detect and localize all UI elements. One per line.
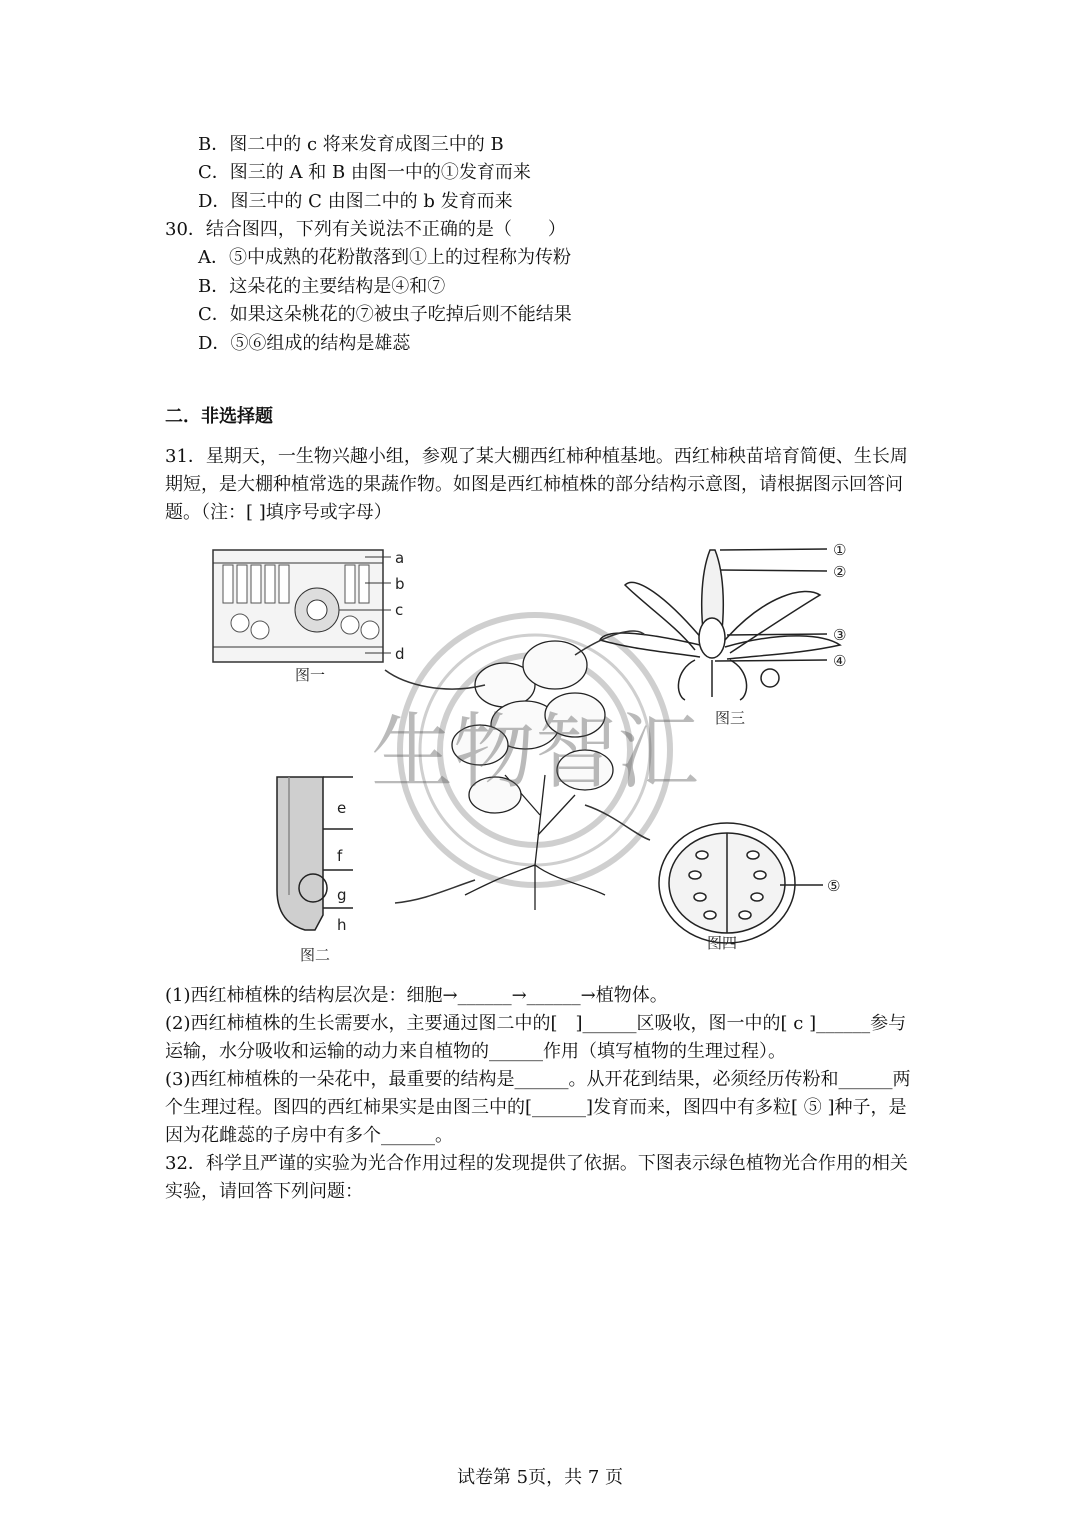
root-label-f: f (337, 847, 343, 865)
q31-stem: 31．星期天，一生物兴趣小组，参观了某大棚西红柿种植基地。西红柿秧苗培育简便、生长周期短，是大棚种植常选的果蔬作物。如图是西红柿植株的部分结构示意图，请根据图示回答问题。（注：[ ]填序号或字母） (165, 446, 908, 523)
q30-option-b: B．这朵花的主要结构是④和⑦ (198, 276, 446, 297)
flower-label-1: ① (833, 541, 847, 559)
watermark-text: 生物智汇 (370, 705, 700, 800)
fruit-label-5: ⑤ (827, 877, 841, 895)
q31-sub1: (1)西红柿植株的结构层次是：细胞→______→______→植物体。 (165, 985, 668, 1006)
q29-option-d: D．图三中的 C 由图二中的 b 发育而来 (198, 191, 513, 212)
leaf-caption: 图一 (295, 666, 326, 684)
leaf-label-c: c (395, 601, 404, 619)
root-label-h: h (337, 916, 347, 934)
flower-label-2: ② (833, 563, 847, 581)
tomato-fruit-section-diagram (659, 823, 823, 943)
q32-stem: 32．科学且严谨的实验为光合作用过程的发现提供了依据。下图表示绿色植物光合作用的相关实验，请回答下列问题： (165, 1153, 908, 1202)
section-title: 二．非选择题 (165, 406, 273, 427)
root-caption: 图二 (300, 946, 331, 964)
leaf-label-a: a (395, 549, 405, 567)
q29-option-c: C．图三的 A 和 B 由图一中的①发育而来 (198, 162, 531, 183)
flower-label-4: ④ (833, 652, 847, 670)
flower-label-3: ③ (833, 626, 847, 644)
leaf-section-diagram (213, 550, 391, 662)
flower-diagram (600, 549, 840, 700)
q30-option-d: D．⑤⑥组成的结构是雄蕊 (198, 333, 411, 354)
flower-caption: 图三 (715, 709, 746, 727)
leaf-label-b: b (395, 575, 405, 593)
q30-stem: 30．结合图四，下列有关说法不正确的是（ ） (165, 219, 566, 240)
q31-sub3: (3)西红柿植株的一朵花中，最重要的结构是______。从开花到结果，必须经历传粉和______两个生理过程。图四的西红柿果实是由图三中的[______]发育而来，图四中有多粒[ ⑤ ]种子，是因为花雌蕊的子房中有多个______。 (165, 1069, 911, 1146)
tomato-structure-figure (205, 535, 875, 965)
root-label-e: e (337, 799, 347, 817)
page-footer: 试卷第 5页，共 7 页 (456, 1467, 624, 1488)
q30-option-c: C．如果这朵桃花的⑦被虫子吃掉后则不能结果 (198, 304, 572, 325)
leaf-label-d: d (395, 645, 405, 663)
q31-sub2: (2)西红柿植株的生长需要水，主要通过图二中的[ ]______区吸收，图一中的[ c ]______参与运输，水分吸收和运输的动力来自植物的______作用（填写植物的生理过程）。 (165, 1013, 907, 1062)
root-label-g: g (337, 886, 347, 904)
q29-option-b: B．图二中的 c 将来发育成图三中的 B (198, 134, 504, 155)
q30-option-a: A．⑤中成熟的花粉散落到①上的过程称为传粉 (198, 247, 571, 268)
fruit-caption: 图四 (707, 934, 738, 952)
